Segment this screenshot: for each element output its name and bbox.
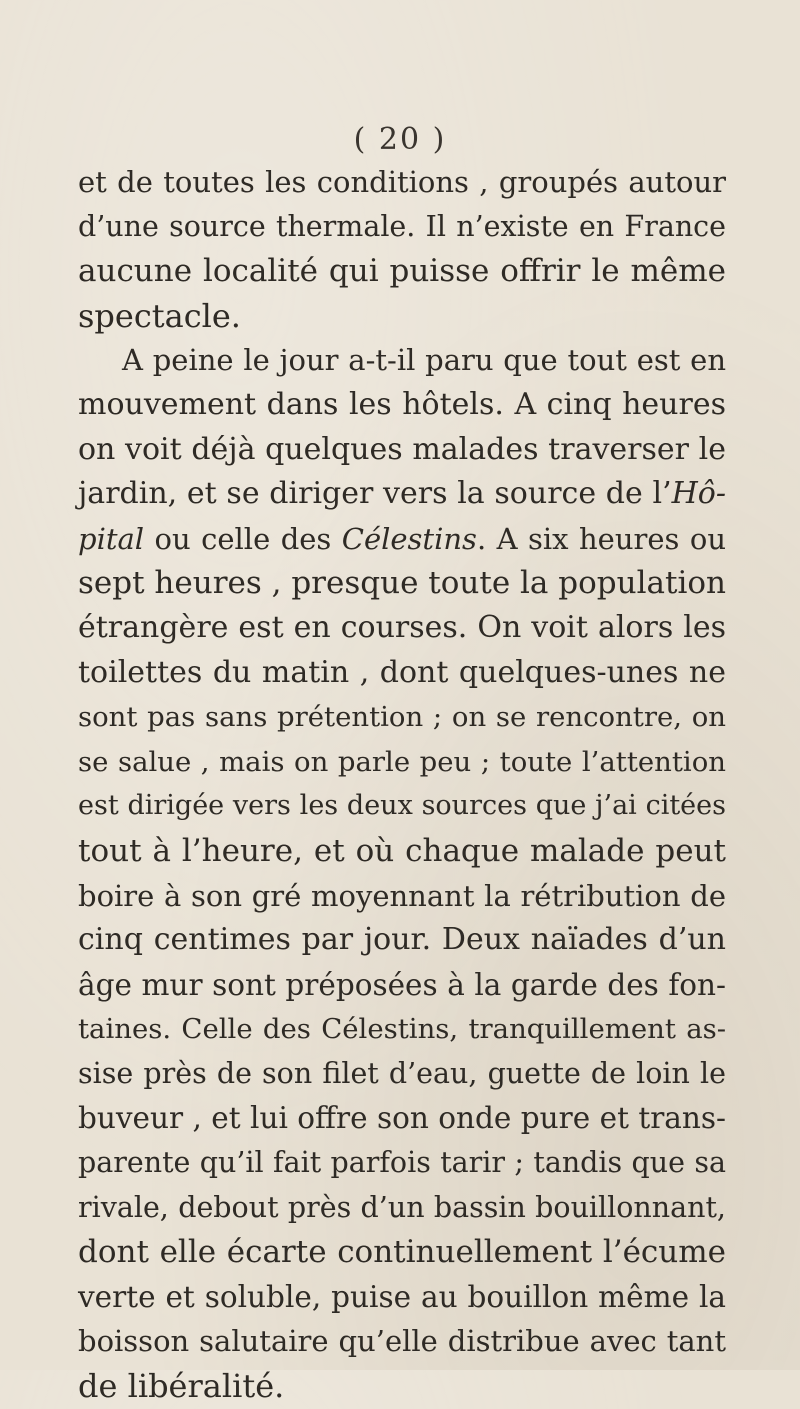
text-line: est dirigée vers les deux sources que j’ai citées [78,790,726,822]
page-number: ( 20 ) [353,122,447,157]
body-text [78,160,726,1409]
text-line: cinq centimes par jour. Deux naïades d’un [78,922,726,958]
text-line: boire à son gré moyennant la rétribution de [78,878,726,913]
text-line: d’une source thermale. Il n’existe en France [78,209,726,243]
italic-text-run: Hô- [671,476,726,512]
text-line: âge mur sont préposées à la garde des fon- [78,967,726,1002]
text-line: A peine le jour a-t-il paru que tout est en [122,343,726,378]
text-run: jardin, et se diriger vers la source de l’ [78,476,672,512]
italic-text-run: pital [78,521,145,556]
text-line: tout à l’heure, et où chaque malade peut [78,832,726,869]
text-line: spectacle. [78,296,241,335]
text-line: se salue , mais on parle peu ; toute l’attention [78,745,726,778]
text-line: on voit déjà quelques malades traverser le [78,431,726,467]
text-line: verte et soluble, puise au bouillon même la [78,1279,726,1314]
text-line: toilettes du matin , dont quelques-unes ne [78,654,726,690]
text-line: boisson salutaire qu’elle distribue avec tant [78,1324,726,1359]
text-line: et de toutes les conditions , groupés autour [78,165,726,199]
text-line: sise près de son filet d’eau, guette de loin le [78,1056,726,1090]
text-line-with-italic [78,472,726,517]
text-line: sept heures , presque toute la population [78,565,726,602]
text-line: parente qu’il fait parfois tarir ; tandis que sa [78,1146,726,1180]
text-run: ou celle des [144,521,342,556]
text-line: étrangère est en courses. On voit alors les [78,609,726,645]
text-line: rivale, debout près d’un bassin bouillonnant, [78,1190,726,1224]
text-line: sont pas sans prétention ; on se rencontre, on [78,701,726,734]
text-run: . A six heures ou [476,521,727,556]
text-line: aucune localité qui puisse offrir le même [78,253,726,290]
text-line: de libéralité. [78,1367,285,1406]
italic-text-run: Célestins [341,521,477,556]
text-line: buveur , et lui offre son onde pure et trans- [78,1101,726,1136]
text-line: dont elle écarte continuellement l’écume [78,1234,726,1271]
text-line-with-italic [78,517,726,562]
text-line: taines. Celle des Célestins, tranquillement as- [78,1013,726,1046]
text-line: mouvement dans les hôtels. A cinq heures [78,386,726,422]
